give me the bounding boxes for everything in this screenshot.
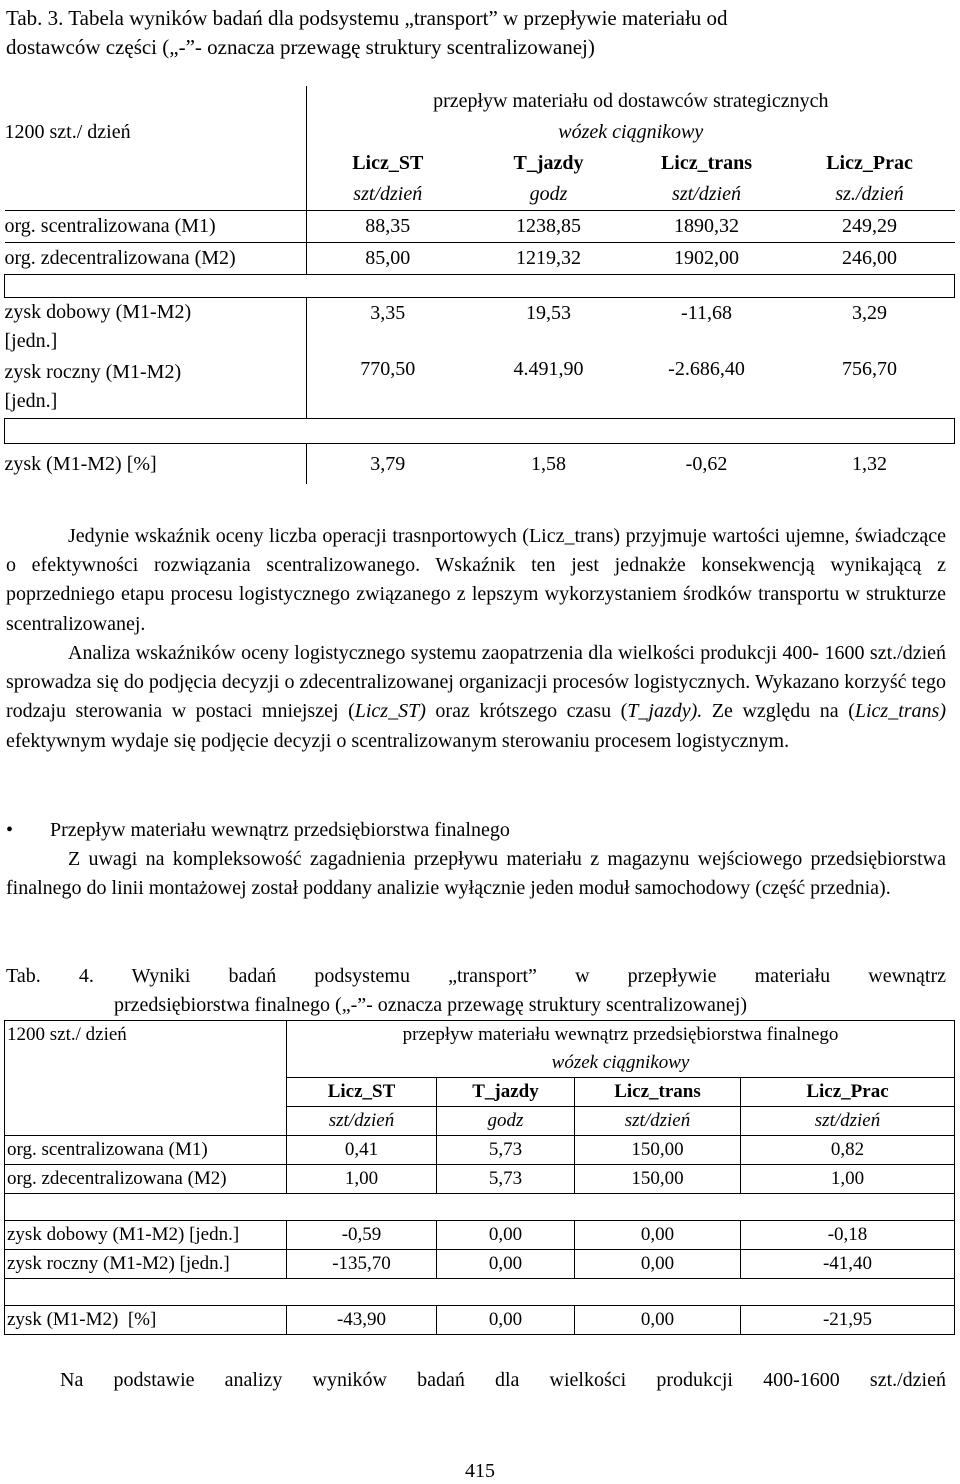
- spacer-row: [5, 1279, 955, 1306]
- row-label: org. scentralizowana (M1): [5, 211, 307, 243]
- table4-col-header: Licz_trans: [575, 1078, 741, 1107]
- cell-value: 0,00: [575, 1250, 741, 1279]
- page-number: 415: [465, 1460, 495, 1482]
- row-label: zysk roczny (M1-M2) [jedn.]: [5, 1250, 287, 1279]
- table3-col-header: Licz_Prac: [826, 152, 913, 174]
- cell-value: 0,00: [437, 1306, 575, 1335]
- table4-header-vehicle: wózek ciągnikowy: [287, 1049, 955, 1078]
- table4-unit: szt/dzień: [287, 1107, 437, 1136]
- cell-value: 249,29: [785, 211, 955, 243]
- table3-corner: [5, 86, 307, 117]
- table4-header-rate: 1200 szt./ dzień: [5, 1021, 287, 1050]
- bullet-text: Przepływ materiału wewnątrz przedsiębiorstwa finalnego: [50, 819, 510, 841]
- table-row: [5, 1306, 955, 1335]
- cell-value: 85,00: [307, 243, 469, 275]
- table3-header-flow: przepływ materiału od dostawców strategicznych: [433, 90, 829, 112]
- cell-value: 0,00: [437, 1250, 575, 1279]
- bullet-heading: [6, 816, 510, 845]
- spacer-row: [5, 419, 955, 444]
- cell-value: 5,73: [437, 1165, 575, 1194]
- cell-value: 0,41: [287, 1136, 437, 1165]
- cell-value: 150,00: [575, 1165, 741, 1194]
- table3-unit: szt/dzień: [353, 183, 423, 205]
- table4-caption-line2: przedsiębiorstwa finalnego („-”- oznacza przewagę struktury scentralizowanej): [114, 994, 748, 1016]
- table4: [4, 1020, 954, 1335]
- paragraph-1: Jedynie wskaźnik oceny liczba operacji trasnportowych (Licz_trans) przyjmuje wartości ujemne, świadczące o efektywności rozwiązania scentralizowanego. Wskaźnik ten jest jednakże konsekwencją wynikającą z poprzedniego etapu procesu logistycznego związanego z lepszym wykorzystaniem środków transportu w strukturze scentralizowanej.: [6, 525, 946, 635]
- cell-value: 1219,32: [469, 243, 629, 275]
- table3-unit: godz: [529, 183, 568, 205]
- table3-col-header: Licz_ST: [352, 152, 424, 174]
- table4-unit: szt/dzień: [575, 1107, 741, 1136]
- cell-value: 246,00: [785, 243, 955, 275]
- cell-value: 756,70: [785, 358, 955, 419]
- bullet-icon: •: [6, 819, 14, 841]
- cell-value: 0,00: [437, 1221, 575, 1250]
- cell-value: -21,95: [741, 1306, 955, 1335]
- table3-unit: sz./dzień: [835, 183, 904, 205]
- row-label: org. scentralizowana (M1): [5, 1136, 287, 1165]
- row-label: org. zdecentralizowana (M2): [5, 243, 307, 275]
- table4-unit: godz: [437, 1107, 575, 1136]
- cell-value: 150,00: [575, 1136, 741, 1165]
- table4-col-header: T_jazdy: [437, 1078, 575, 1107]
- table-row: [5, 1250, 955, 1279]
- cell-value: 1902,00: [629, 243, 785, 275]
- cell-value: 1890,32: [629, 211, 785, 243]
- table-row: [5, 358, 955, 419]
- table-row: [5, 298, 955, 359]
- table-row: [5, 243, 955, 275]
- closing-line: Na podstawie analizy wyników badań dla wielkości produkcji 400-1600 szt./dzień: [60, 1369, 946, 1391]
- spacer-row: [5, 275, 955, 298]
- table-row: [5, 1136, 955, 1165]
- paragraph-2: Analiza wskaźników oceny logistycznego systemu zaopatrzenia dla wielkości produkcji 400- 1600 szt./dzień sprowadza się do podjęcia decyzji o zdecentralizowanej organizacji procesów logistycznych. Wykazano korzyść tego rodzaju sterowania w postaci mniejszej (Licz_ST) oraz krótszego czasu (T_jazdy). Ze względu na (Licz_trans) efektywnym wydaje się podjęcie decyzji o scentralizowanym sterowaniu procesem logistycznym.: [6, 642, 946, 752]
- cell-value: 3,35: [370, 302, 406, 324]
- cell-value: 4.491,90: [469, 358, 629, 419]
- cell-value: -11,68: [681, 302, 732, 324]
- row-label: zysk (M1-M2) [%]: [5, 1306, 287, 1335]
- row-label: zysk roczny (M1-M2) [jedn.]: [5, 358, 307, 419]
- cell-value: 0,00: [575, 1306, 741, 1335]
- spacer-row: [5, 1194, 955, 1221]
- table4-unit: szt/dzień: [741, 1107, 955, 1136]
- cell-value: -135,70: [287, 1250, 437, 1279]
- cell-value: 1238,85: [469, 211, 629, 243]
- table4-caption: [6, 962, 946, 1020]
- cell-value: 1,00: [287, 1165, 437, 1194]
- table3-header-vehicle: wózek ciągnikowy: [558, 121, 704, 143]
- table4-caption-line1: Tab. 4. Wyniki badań podsystemu „transport” w przepływie materiału wewnątrz: [6, 965, 946, 987]
- paragraph-3: Z uwagi na kompleksowość zagadnienia przepływu materiału z magazynu wejściowego przedsiębiorstwa finalnego do linii montażowej został poddany analizie wyłącznie jeden moduł samochodowy (część przednia).: [6, 848, 946, 900]
- cell-value: -0,59: [287, 1221, 437, 1250]
- row-label: zysk dobowy (M1-M2) [jedn.]: [5, 298, 307, 359]
- row-label: org. zdecentralizowana (M2): [5, 1165, 287, 1194]
- cell-value: -0,62: [685, 452, 728, 475]
- table4-col-header: Licz_Prac: [741, 1078, 955, 1107]
- cell-value: 19,53: [526, 302, 571, 324]
- cell-value: 1,58: [531, 452, 566, 475]
- cell-value: 88,35: [307, 211, 469, 243]
- cell-value: 0,00: [575, 1221, 741, 1250]
- table3-caption-line2: dostawców części („-”- oznacza przewagę struktury scentralizowanej): [6, 35, 595, 59]
- table-row: [5, 211, 955, 243]
- row-label: zysk dobowy (M1-M2) [jedn.]: [5, 1221, 287, 1250]
- table4-header-flow: przepływ materiału wewnątrz przedsiębiorstwa finalnego: [287, 1021, 955, 1050]
- cell-value: -0,18: [741, 1221, 955, 1250]
- cell-value: 3,29: [852, 302, 888, 324]
- table3-unit: szt/dzień: [672, 183, 741, 205]
- cell-value: 0,82: [741, 1136, 955, 1165]
- table-row: [5, 1221, 955, 1250]
- table3-col-header: T_jazdy: [513, 152, 584, 174]
- table3-caption-line1: Tab. 3. Tabela wyników badań dla podsystemu „transport” w przepływie materiału od: [6, 6, 728, 30]
- cell-value: -2.686,40: [629, 358, 785, 419]
- table3-header-rate: 1200 szt./ dzień: [5, 117, 307, 148]
- cell-value: 1,00: [741, 1165, 955, 1194]
- cell-value: -41,40: [741, 1250, 955, 1279]
- table4-col-header: Licz_ST: [287, 1078, 437, 1107]
- table-row: [5, 444, 955, 485]
- cell-value: -43,90: [287, 1306, 437, 1335]
- row-label: zysk (M1-M2) [%]: [5, 444, 307, 485]
- cell-value: 3,79: [370, 452, 406, 475]
- cell-value: 770,50: [307, 358, 469, 419]
- table-row: [5, 1165, 955, 1194]
- table3-col-header: Licz_trans: [660, 152, 753, 174]
- cell-value: 1,32: [852, 452, 888, 475]
- table3: [4, 86, 954, 484]
- cell-value: 5,73: [437, 1136, 575, 1165]
- table3-caption: [6, 4, 950, 62]
